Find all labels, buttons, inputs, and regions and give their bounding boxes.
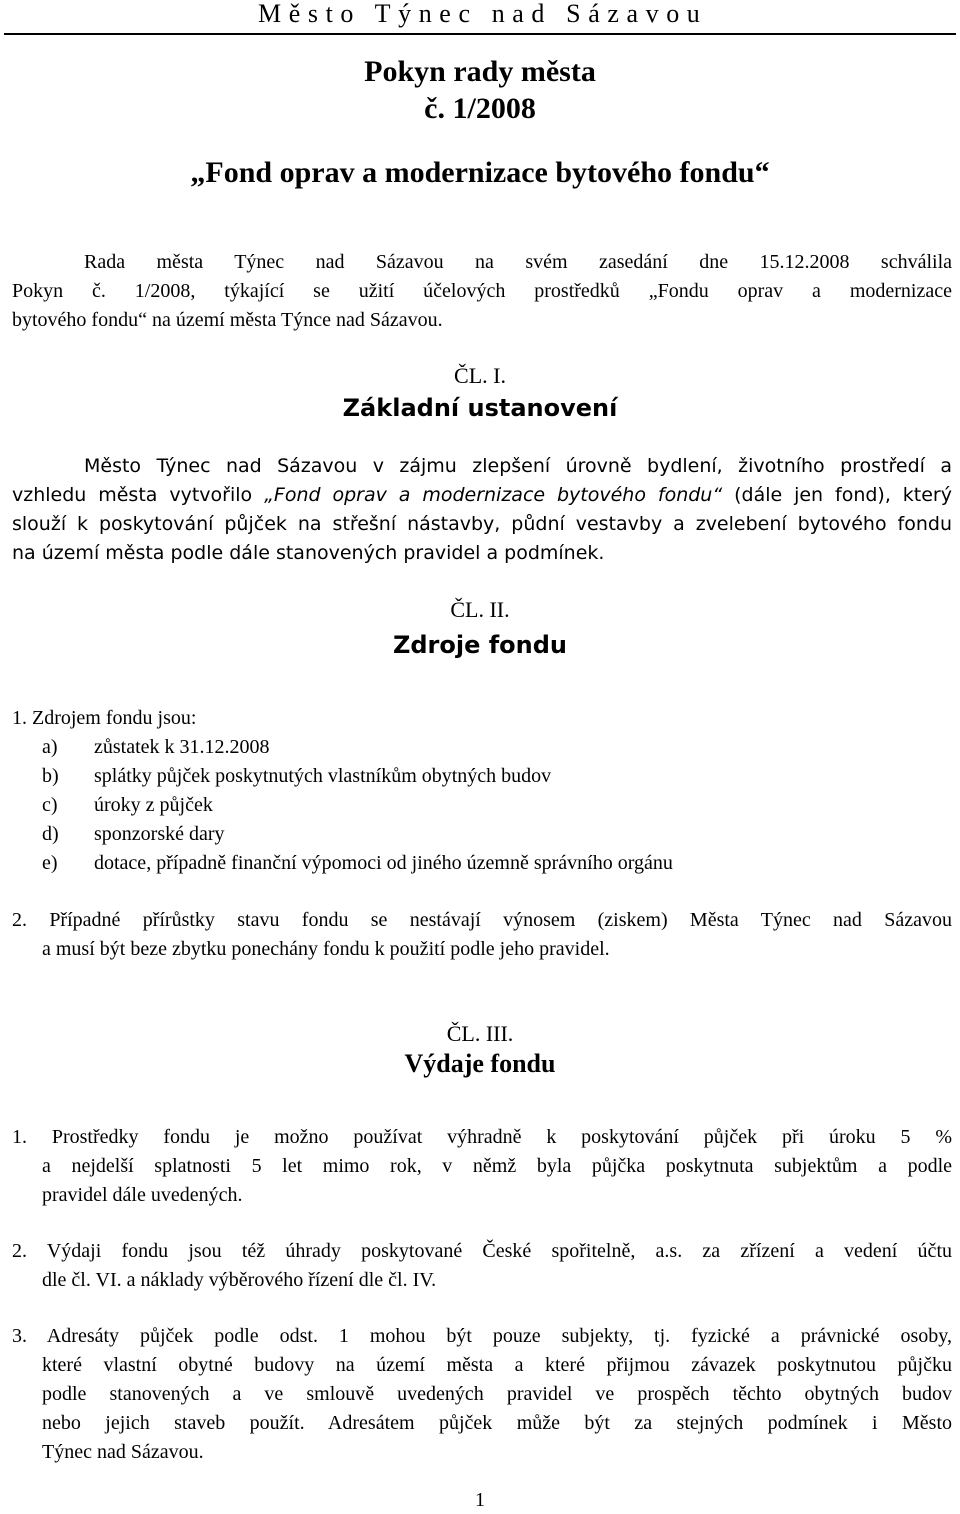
article-1-number: ČL. I. — [454, 363, 506, 388]
article-2-heading: Zdroje fondu — [392, 631, 568, 659]
intro-paragraph — [12, 248, 952, 335]
list-marker: e) — [42, 852, 58, 874]
article-3-line: Týnec nad Sázavou. — [42, 1441, 204, 1463]
document-title: Pokyn rady města — [364, 55, 596, 88]
article-1-line — [12, 481, 952, 510]
article-3-line: pravidel dále uvedených. — [42, 1184, 243, 1206]
article-3-line: podle stanovených a ve smlouvě uvedených pravidel ve prospěch těchto obytných budov — [42, 1383, 952, 1405]
list-item — [42, 791, 213, 820]
article-1-text: (dále jen fond), který — [722, 484, 952, 506]
article-1-line: na území města podle dále stanovených pravidel a podmínek. — [12, 542, 605, 564]
list-marker: b) — [42, 765, 59, 787]
article-1-line: slouží k poskytování půjček na střešní nástavby, půdní vestavby a zvelebení bytového fondu — [12, 513, 952, 535]
page-number: 1 — [475, 1489, 485, 1511]
article-2-number: ČL. II. — [450, 597, 510, 622]
article-3-line: které vlastní obytné budovy na území města a které přijmou závazek poskytnutou půjčku — [42, 1354, 952, 1376]
list-text: sponzorské dary — [94, 823, 225, 845]
article-2-line: 2. Případné přírůstky stavu fondu se nestávají výnosem (ziskem) Města Týnec nad Sázavou — [12, 909, 952, 931]
list-marker: c) — [42, 794, 58, 816]
intro-line: bytového fondu“ na území města Týnce nad Sázavou. — [12, 309, 443, 331]
article-1-heading: Základní ustanovení — [342, 394, 618, 422]
list-item — [42, 762, 551, 791]
list-item — [42, 849, 673, 878]
list-text: úroky z půjček — [94, 794, 213, 816]
document-header: Město Týnec nad Sázavou — [258, 0, 708, 28]
list-text: splátky půjček poskytnutých vlastníkům obytných budov — [94, 765, 552, 787]
article-2-point-1: 1. Zdrojem fondu jsou: — [12, 707, 197, 729]
intro-line: Rada města Týnec nad Sázavou na svém zasedání dne 15.12.2008 schválila — [84, 251, 952, 273]
fund-name-italic: „Fond oprav a modernizace bytového fondu“ — [264, 484, 723, 506]
article-1-text: vzhledu města vytvořilo — [12, 484, 265, 506]
list-text: dotace, případně finanční výpomoci od jiného územně správního orgánu — [94, 852, 673, 874]
list-item — [42, 820, 225, 849]
intro-line: Pokyn č. 1/2008, týkající se užití účelových prostředků „Fondu oprav a modernizace — [12, 280, 952, 302]
list-text: zůstatek k 31.12.2008 — [94, 736, 270, 758]
article-3-line: 3. Adresáty půjček podle odst. 1 mohou být pouze subjekty, tj. fyzické a právnické osoby, — [12, 1325, 952, 1347]
list-marker: d) — [42, 823, 59, 845]
article-1-line: Město Týnec nad Sázavou v zájmu zlepšení úrovně bydlení, životního prostředí a — [84, 455, 952, 477]
article-1-paragraph — [12, 452, 952, 568]
article-2-point-2 — [12, 906, 952, 964]
header-divider — [4, 33, 956, 35]
article-2-line: a musí být beze zbytku ponechány fondu k použití podle jeho pravidel. — [42, 938, 610, 960]
article-3-line: 1. Prostředky fondu je možno používat výhradně k poskytování půjček při úroku 5 % — [12, 1126, 952, 1148]
article-3-line: nebo jejich staveb použít. Adresátem půjček může být za stejných podmínek i Město — [42, 1412, 952, 1434]
list-item — [42, 733, 270, 762]
article-3-heading: Výdaje fondu — [404, 1049, 556, 1078]
article-3-line: dle čl. VI. a náklady výběrového řízení dle čl. IV. — [42, 1269, 437, 1291]
article-3-number: ČL. III. — [446, 1021, 514, 1046]
document-number: č. 1/2008 — [424, 92, 536, 125]
article-3-point-2 — [12, 1237, 952, 1295]
list-marker: a) — [42, 736, 58, 758]
article-3-point-1 — [12, 1123, 952, 1210]
article-3-line: a nejdelší splatnosti 5 let mimo rok, v němž byla půjčka poskytnuta subjektům a podle — [42, 1155, 952, 1177]
document-subtitle: „Fond oprav a modernizace bytového fondu“ — [190, 156, 770, 189]
article-3-line: 2. Výdaji fondu jsou též úhrady poskytované České spořitelně, a.s. za zřízení a vedení účtu — [12, 1240, 952, 1262]
article-3-point-3 — [12, 1322, 952, 1467]
